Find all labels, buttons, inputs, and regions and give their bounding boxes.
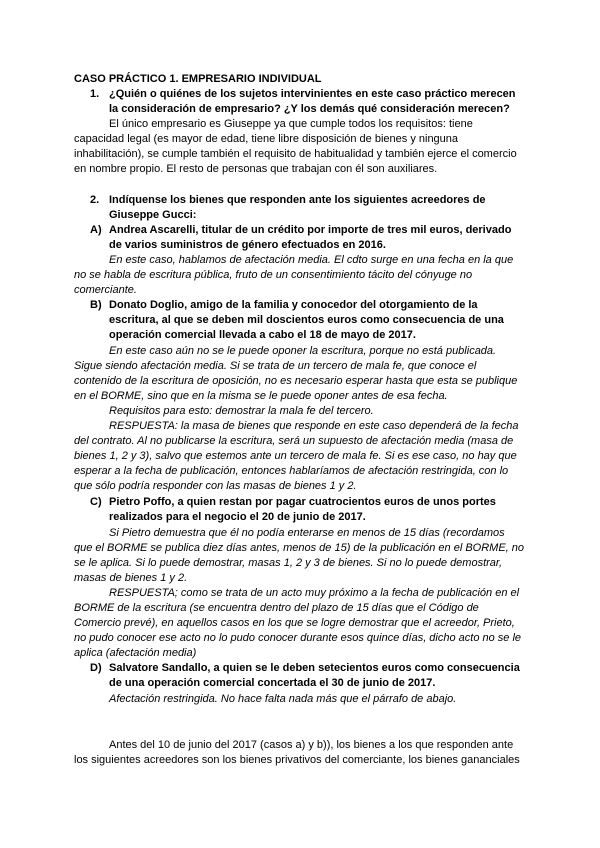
- question-1-line: ¿Quién o quiénes de los sujetos intervinientes en este caso práctico merecen: [109, 88, 516, 100]
- item-b-body-line: contenido de la escritura de oposición, no es necesario esperar hasta que esta se publique: [74, 375, 518, 387]
- item-b-heading-line: Donato Doglio, amigo de la familia y conocedor del otorgamiento de la: [109, 299, 478, 311]
- item-c-body-line: se le aplica. Si lo puede demostrar, masas 1, 2 y 3 de bienes. Si no lo puede demostrar,: [74, 557, 503, 569]
- item-a-body-line: comerciante.: [74, 284, 137, 296]
- item-b-respuesta-line: RESPUESTA: la masa de bienes que responde en este caso dependerá de la fecha: [109, 420, 519, 432]
- question-2-number: 2.: [90, 194, 100, 206]
- answer-1-line: El único empresario es Giuseppe ya que cumple todos los requisitos: tiene: [109, 118, 473, 130]
- item-c-heading-line: Pietro Poffo, a quien restan por pagar cuatrocientos euros de unos portes: [109, 496, 496, 508]
- item-b-letter: B): [90, 299, 102, 311]
- item-c-respuesta-line: no pudo conocer ese acto no lo pudo conocer durante esos quince días, dicho acto no se le: [74, 632, 522, 644]
- item-b-respuesta-line: que sólo podría responder con las masas de bienes 1 y 2.: [74, 480, 357, 492]
- item-b-respuesta-line: del contrato. Al no publicarse la escritura, será un supuesto de afectación media (masa de: [74, 435, 514, 447]
- question-2-line: Giuseppe Gucci:: [109, 209, 197, 221]
- question-2-line: Indíquense los bienes que responden ante los siguientes acreedores de: [109, 194, 486, 206]
- item-b-body-line: en el BORME, sino que en la misma se le puede oponer antes de esa fecha.: [74, 390, 448, 402]
- item-b-respuesta-line: esperar a la fecha de publicación, entonces hablaríamos de afectación restringida, con lo: [74, 465, 509, 477]
- item-c-respuesta-line: aplica (afectación media): [74, 647, 197, 659]
- item-a-body-line: En este caso, hablamos de afectación media. El cdto surge en una fecha en la que: [109, 254, 514, 266]
- item-c-body-line: que el BORME se publica diez días antes, menos de 15) de la publicación en el BORME, no: [74, 542, 525, 554]
- item-c-heading-line: realizados para el negocio el 20 de junio de 2017.: [109, 511, 366, 523]
- question-1-number: 1.: [90, 88, 100, 100]
- item-d-body-line: Afectación restringida. No hace falta nada más que el párrafo de abajo.: [109, 693, 457, 705]
- item-b-requisitos: Requisitos para esto: demostrar la mala fe del tercero.: [109, 405, 374, 417]
- item-b-heading-line: operación comercial llevada a cabo el 18 de mayo de 2017.: [109, 329, 416, 341]
- item-b-respuesta-line: bienes 1, 2 y 3), salvo que estemos ante un tercero de mala fe. Si es ese caso, no hay que: [74, 450, 517, 462]
- item-c-respuesta-line: Comercio prevé), en aquellos casos en los que se logre demostrar que el acreedor, Prieto,: [74, 617, 515, 629]
- answer-1-line: inhabilitación), se cumple también el requisito de habitualidad y también ejerce el comercio: [74, 148, 517, 160]
- item-c-letter: C): [90, 496, 102, 508]
- document-title: CASO PRÁCTICO 1. EMPRESARIO INDIVIDUAL: [74, 73, 322, 85]
- item-d-heading-line: Salvatore Sandallo, a quien se le deben setecientos euros como consecuencia: [109, 662, 520, 674]
- item-c-body-line: masas de bienes 1 y 2.: [74, 572, 188, 584]
- item-a-heading-line: Andrea Ascarelli, titular de un crédito por importe de tres mil euros, derivado: [109, 224, 512, 236]
- item-b-body-line: En este caso aún no se le puede oponer la escritura, porque no está publicada.: [109, 345, 497, 357]
- item-c-body-line: Si Pietro demuestra que él no podía enterarse en menos de 15 días (recordamos: [109, 527, 505, 539]
- answer-1-line: capacidad legal (es mayor de edad, tiene libre disposición de bienes y ninguna: [74, 133, 459, 145]
- item-a-letter: A): [90, 224, 102, 236]
- item-d-heading-line: de una operación comercial concertada el 30 de junio de 2017.: [109, 677, 436, 689]
- question-1-line: la consideración de empresario? ¿Y los demás qué consideración merecen?: [109, 103, 510, 115]
- item-b-body-line: Sigue siendo afectación media. Si se trata de un tercero de mala fe, que conoce el: [74, 360, 477, 372]
- item-a-heading-line: de varios suministros de género efectuados en 2016.: [109, 239, 386, 251]
- closing-paragraph-line: los siguientes acreedores son los bienes privativos del comerciante, los bienes gananciales: [74, 754, 520, 766]
- closing-paragraph-line: Antes del 10 de junio del 2017 (casos a) y b)), los bienes a los que responden ante: [109, 739, 514, 751]
- item-a-body-line: no se habla de escritura pública, fruto de un consentimiento tácito del cónyuge no: [74, 269, 473, 281]
- item-b-heading-line: escritura, al que se deben mil doscientos euros como consecuencia de una: [109, 314, 504, 326]
- item-c-respuesta-line: BORME de la escritura (se encuentra dentro del plazo de 15 días que el Código de: [74, 602, 479, 614]
- item-d-letter: D): [90, 662, 102, 674]
- answer-1-line: en nombre propio. El resto de personas que trabajan con él son auxiliares.: [74, 163, 438, 175]
- item-c-respuesta-line: RESPUESTA; como se trata de un acto muy próximo a la fecha de publicación en el: [109, 587, 520, 599]
